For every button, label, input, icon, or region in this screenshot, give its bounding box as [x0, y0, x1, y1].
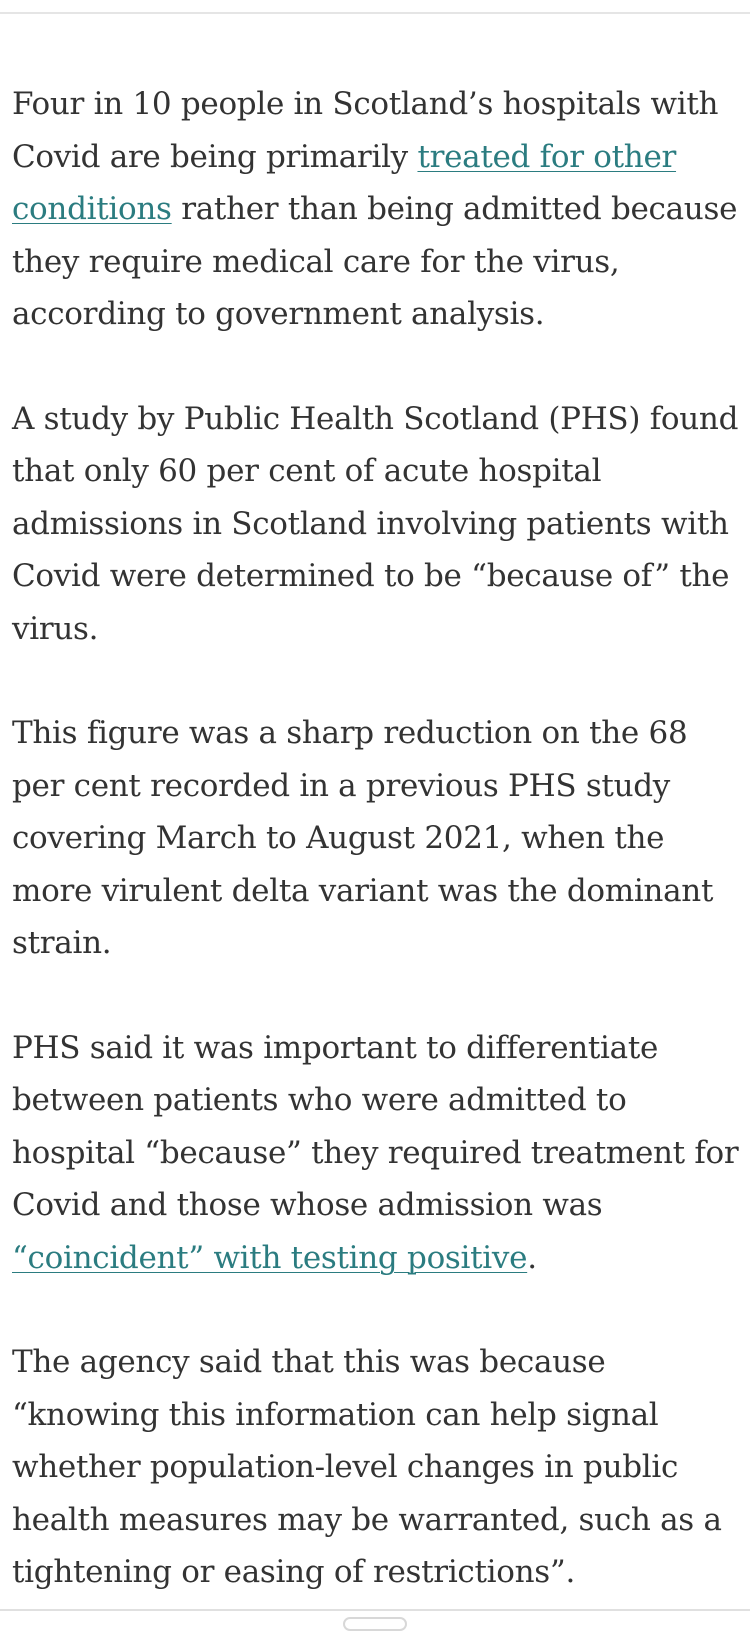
- paragraph-4: [12, 1022, 740, 1285]
- link-coincident-with-testing-positive[interactable]: “coincident” with testing positive: [12, 1239, 528, 1276]
- paragraph-2: A study by Public Health Scotland (PHS) found that only 60 per cent of acute hospital admissions in Scotland involving patients with Covid were determined to be “because of” the virus.: [12, 400, 739, 647]
- bottom-divider: [0, 1609, 750, 1611]
- paragraph-1-text-start: Four in 10 people in Scotland’s hospitals with Covid are being primarily: [12, 86, 719, 175]
- paragraph-4-text-start: PHS said it was important to differentiate between patients who were admitted to hospital “because” they required treatment for Covid and those whose admission was: [12, 1029, 739, 1223]
- paragraph-5: The agency said that this was because “knowing this information can help signal whether population-level changes in public health measures may be warranted, such as a tightening or easing of restrictions”.: [12, 1344, 722, 1590]
- link-treated-for-other-conditions[interactable]: treated for other conditions: [12, 138, 677, 227]
- top-divider: [0, 12, 750, 14]
- paragraph-1-text-end: rather than being admitted because they require medical care for the virus, according to government analysis.: [12, 191, 738, 332]
- paragraph-3: This figure was a sharp reduction on the 68 per cent recorded in a previous PHS study covering March to August 2021, when the more virulent delta variant was the dominant strain.: [12, 715, 714, 961]
- paragraph-1: [12, 78, 740, 341]
- article-body: [12, 78, 740, 1651]
- drag-handle[interactable]: [343, 1617, 407, 1631]
- paragraph-4-text-end: .: [527, 1239, 537, 1276]
